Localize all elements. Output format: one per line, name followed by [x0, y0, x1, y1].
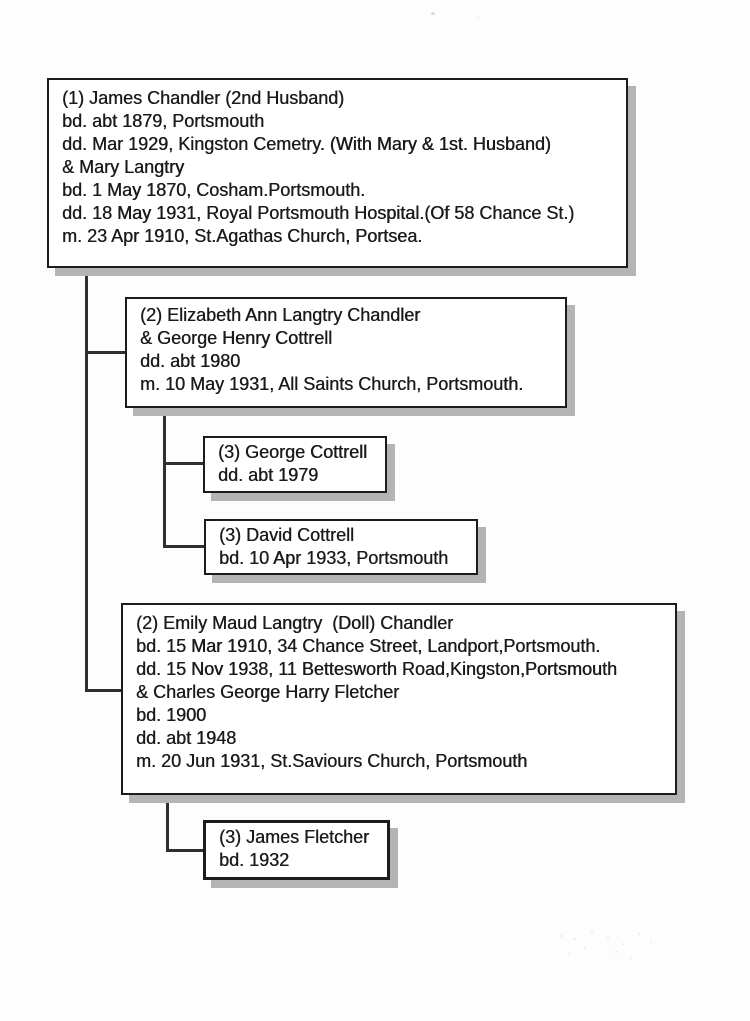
marriage-line: m. 23 Apr 1910, St.Agathas Church, Portsea. — [62, 226, 423, 246]
scan-speck — [477, 17, 479, 19]
person-name-line: (2) Emily Maud Langtry (Doll) Chandler — [136, 613, 454, 633]
person-box-emily-maud-langtry-chandler — [121, 603, 677, 795]
spouse-birth-line: bd. 1900 — [136, 705, 207, 725]
spouse-name-line: & George Henry Cottrell — [140, 328, 333, 348]
birth-line: bd. 10 Apr 1933, Portsmouth — [219, 548, 449, 568]
connector-branch-to-elizabeth — [85, 351, 127, 354]
spouse-name-line: & Mary Langtry — [62, 157, 185, 177]
death-line: dd. abt 1980 — [140, 351, 241, 371]
person-box-david-cottrell — [204, 519, 478, 575]
connector-branch-to-david — [163, 545, 206, 548]
birth-line: bd. 1932 — [219, 850, 290, 870]
person-name-line: (2) Elizabeth Ann Langtry Chandler — [140, 305, 421, 325]
person-name-line: (3) George Cottrell — [218, 442, 368, 462]
scan-speck — [431, 12, 435, 15]
marriage-line: m. 10 May 1931, All Saints Church, Portsmouth. — [140, 374, 524, 394]
birth-line: bd. 15 Mar 1910, 34 Chance Street, Landport,Portsmouth. — [136, 636, 601, 656]
connector-gen1-trunk-vertical — [85, 268, 88, 692]
death-line: dd. abt 1979 — [218, 465, 319, 485]
person-name-line: (3) James Fletcher — [219, 827, 370, 847]
person-box-george-cottrell — [203, 436, 387, 493]
connector-branch-to-emily — [85, 689, 123, 692]
spouse-death-line: dd. abt 1948 — [136, 728, 237, 748]
person-name-line: (1) James Chandler (2nd Husband) — [62, 88, 345, 108]
connector-elizabeth-trunk-vertical — [163, 408, 166, 548]
person-box-james-chandler-mary-langtry — [47, 78, 628, 268]
connector-branch-to-james-fletcher — [166, 849, 205, 852]
person-box-james-fletcher — [203, 820, 390, 880]
death-line: dd. 15 Nov 1938, 11 Bettesworth Road,Kingston,Portsmouth — [136, 659, 617, 679]
person-name-line: (3) David Cottrell — [219, 525, 355, 545]
birth-line: bd. abt 1879, Portsmouth — [62, 111, 265, 131]
marriage-line: m. 20 Jun 1931, St.Saviours Church, Portsmouth — [136, 751, 528, 771]
death-line: dd. Mar 1929, Kingston Cemetry. (With Mary & 1st. Husband) — [62, 134, 551, 154]
scan-speckle-patch — [560, 935, 562, 937]
spouse-death-line: dd. 18 May 1931, Royal Portsmouth Hospital.(Of 58 Chance St.) — [62, 203, 575, 223]
connector-emily-trunk-vertical — [166, 795, 169, 852]
spouse-name-line: & Charles George Harry Fletcher — [136, 682, 400, 702]
spouse-birth-line: bd. 1 May 1870, Cosham.Portsmouth. — [62, 180, 366, 200]
person-box-elizabeth-ann-langtry-chandler — [125, 297, 567, 408]
connector-branch-to-george — [163, 462, 205, 465]
